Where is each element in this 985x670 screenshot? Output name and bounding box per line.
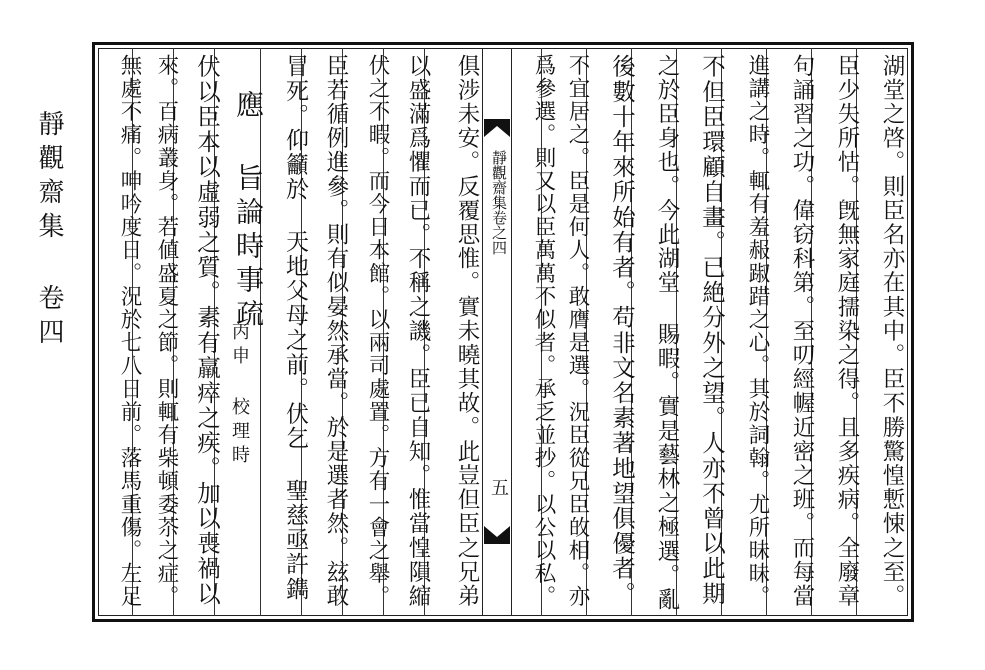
text-column: 臣少失所怙。旣無家庭擩染之得。且多疾病。全廢章 [834,54,860,609]
margin-book-title: 靜觀齋集 卷四 [34,110,64,352]
text-column: 進講之時。輒有羞赧踧踖之心。其於詞翰。尤所昧昧。 [745,54,770,609]
text-column: 伏之不暇。而今日本館。以兩司處置。方有一會之舉。 [365,54,390,609]
text-column: 湖堂之啓。則臣名亦在其中。臣不勝驚惶慙悚之至。 [879,54,905,609]
fish-tail-mark-bottom [483,525,511,545]
fish-tail-mark-top [483,118,511,138]
center-strip-page-number: 五 [488,478,509,496]
text-column: 臣若循例進參。則有似晏然承當。於是選者然。玆敢 [323,54,349,609]
text-column: 伏以臣本以虛弱之質。素有羸瘁之疾。加以喪禍以 [193,54,221,607]
text-column: 冒死。仰籲於 天地父母之前。伏乞 聖慈亟許鐫 [282,54,308,602]
text-column: 之於臣身也。今此湖堂 賜暇。實是藝林之極選。亂 [654,54,680,612]
text-column: 無處不痛。呻吟度日。況於七八日前。落馬重傷。左足 [117,54,142,609]
text-column: 不但臣環顧自畫。已絶分外之望。人亦不曾以此期 [698,54,726,607]
text-column: 爲參選。則又以臣萬萬不似者。承乏並抄。以公以私。 [531,54,556,609]
text-column: 句誦習之功。偉窃科第。至叨經幄近密之班。而每當 [789,54,815,609]
text-column: 不宜居之。臣是何人。敢膺是選。況臣從兄臣敀相。亦 [565,54,590,609]
text-column: 以盛滿爲懼而已。不稱之譏。臣已自知。惟當惶隕縮 [405,54,431,609]
center-strip-title: 靜觀齋集卷之四 [490,150,508,255]
text-column: 後數十年來所始有者。苟非文名素著地望俱優者。 [608,54,636,607]
text-column: 俱涉未安。反覆思惟。實未曉其故。此豈但臣之兄弟 [454,54,480,609]
section-heading-note: 丙申 校理時 [229,322,250,469]
text-column: 來。百病叢身。若値盛夏之節。則輒有柴頓委苶之症。 [154,54,179,609]
section-heading: 應 旨論時事疏 [232,90,265,333]
